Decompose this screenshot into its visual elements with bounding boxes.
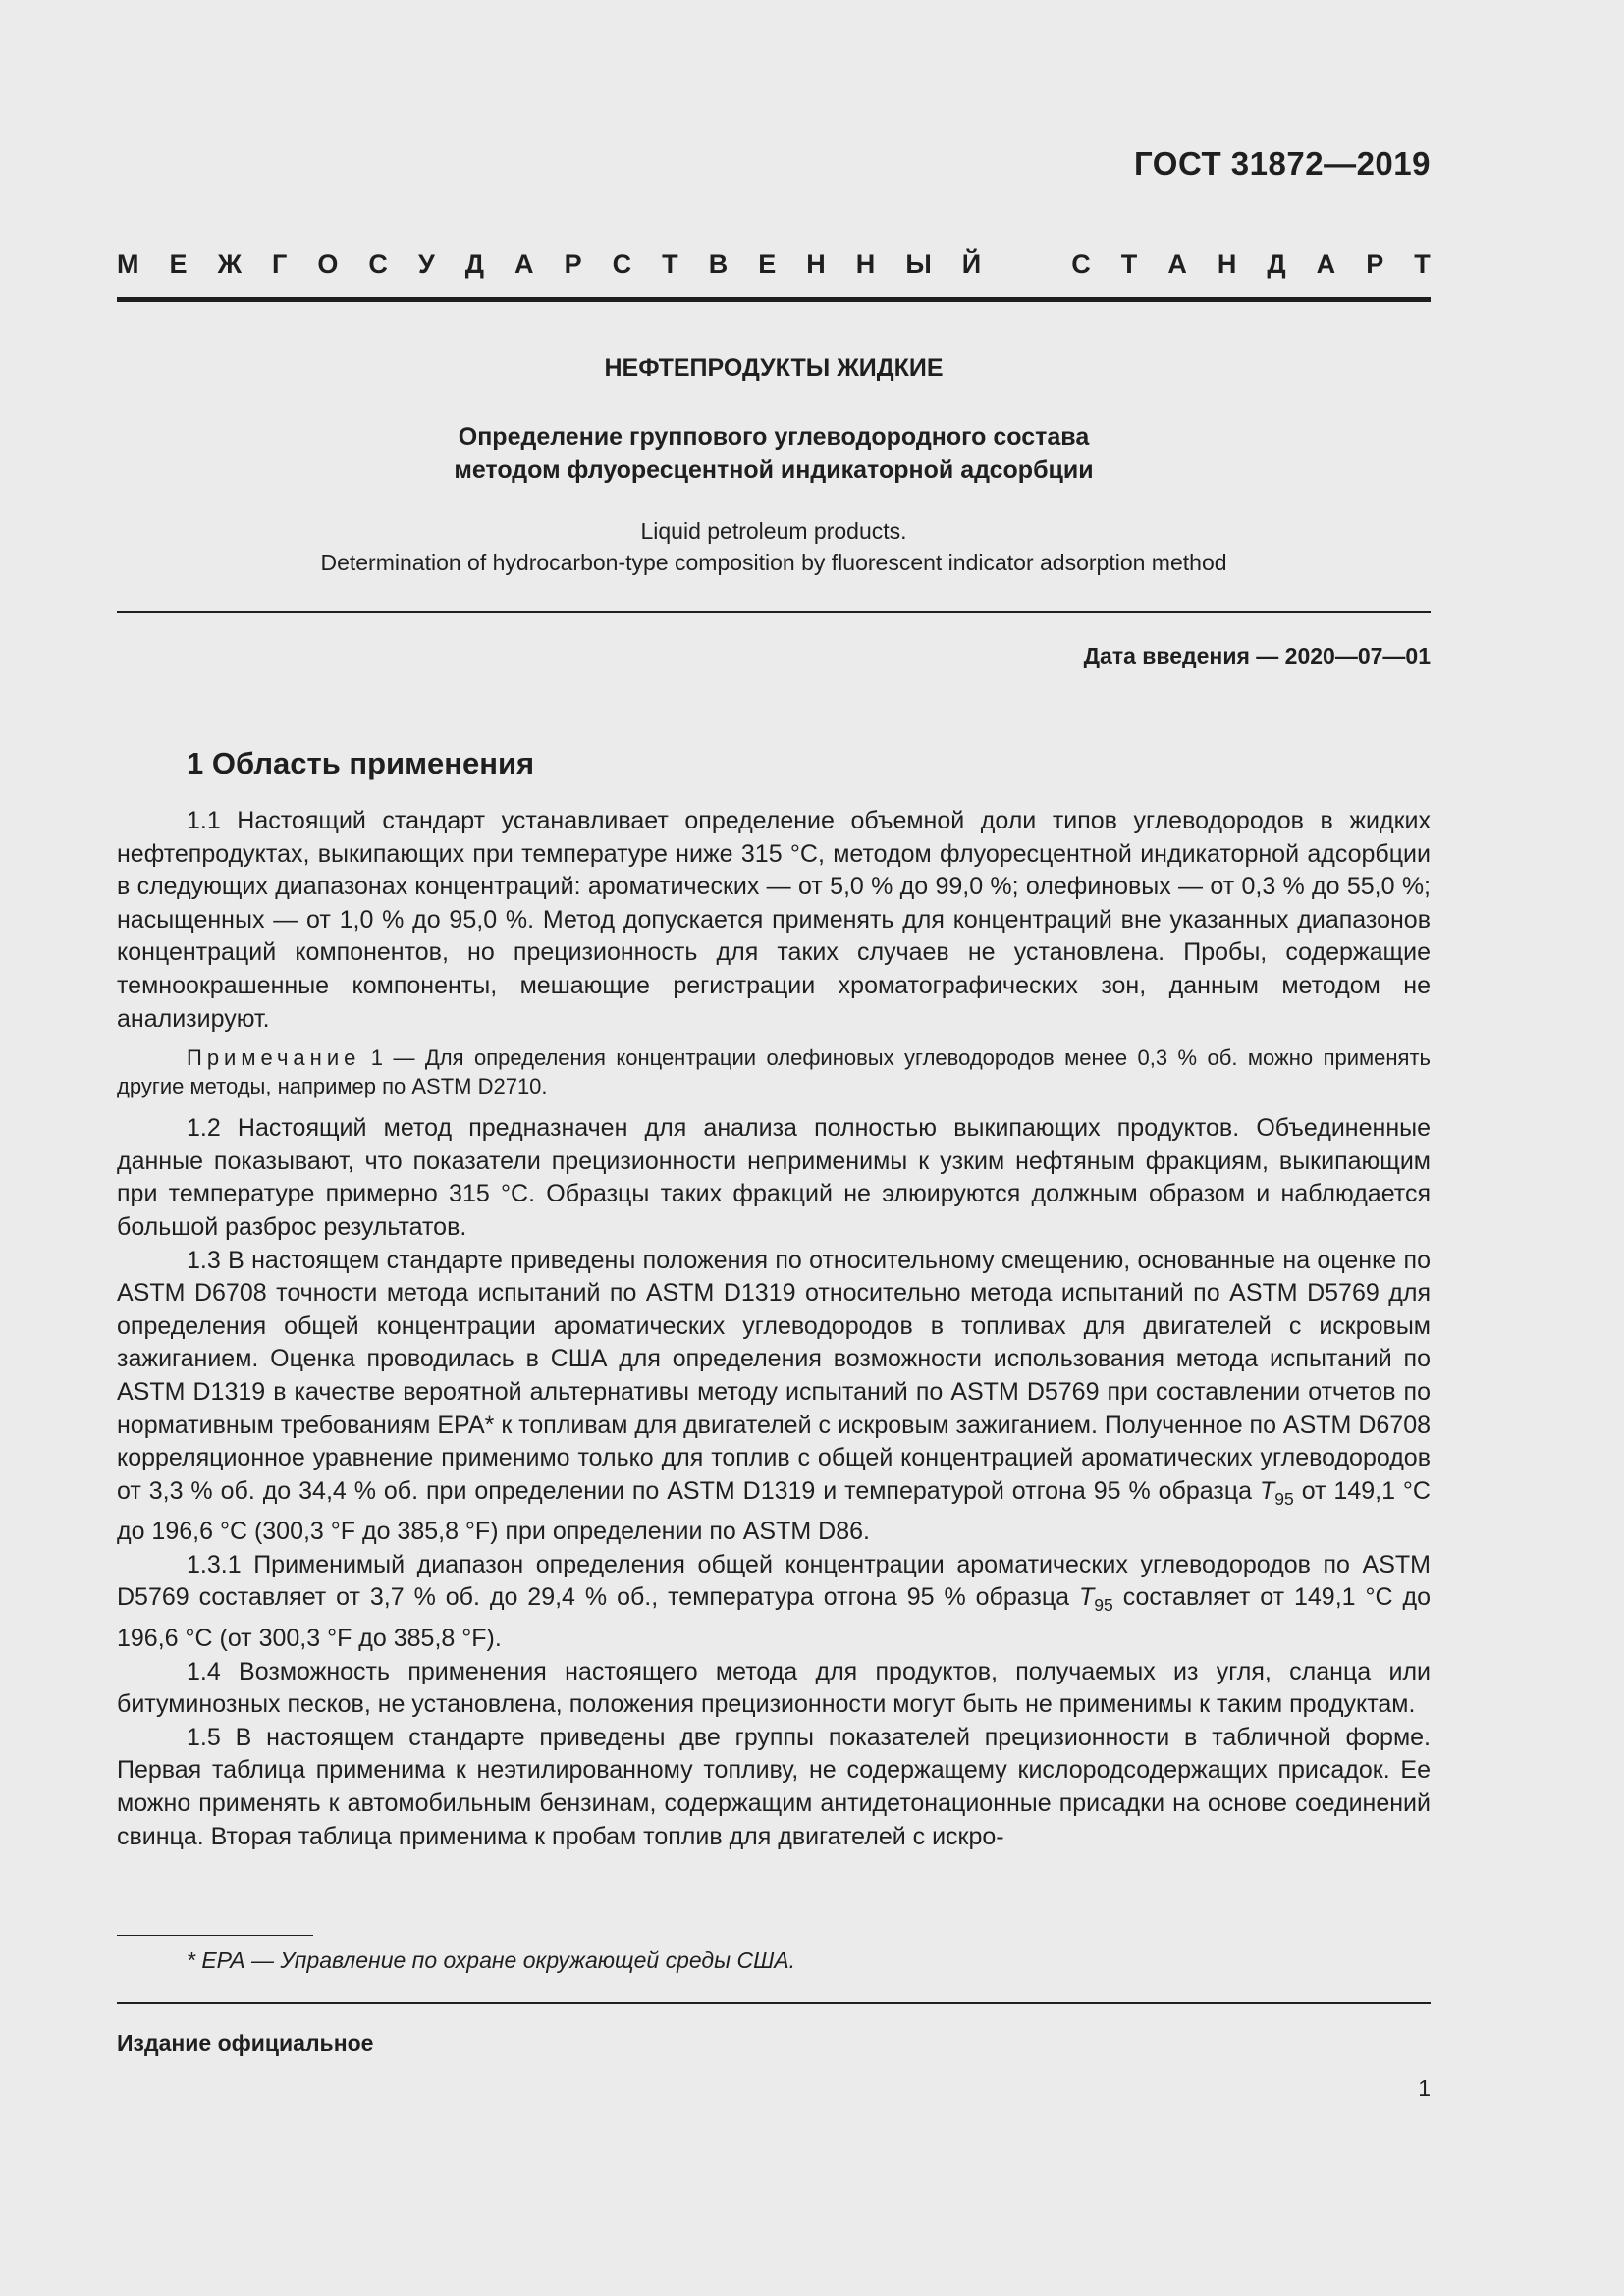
document-number: ГОСТ 31872—2019 [1134, 145, 1431, 182]
standard-type-letter: Р [1366, 249, 1384, 279]
standard-type-letter: С [368, 249, 388, 279]
page-number: 1 [1418, 2075, 1431, 2101]
standard-type-letter: Н [855, 249, 876, 279]
standard-type-letter: Й [961, 249, 982, 279]
standard-type-letter: А [1316, 249, 1336, 279]
subtitle-line: Определение группового углеводородного состава [458, 423, 1090, 451]
standard-type-letter: Е [758, 249, 777, 279]
subtitle-line: методом флуоресцентной индикаторной адсорбции [454, 456, 1094, 484]
standard-type-letter: С [1071, 249, 1091, 279]
word-gap [1011, 249, 1041, 280]
standard-type-letter: В [708, 249, 729, 279]
paragraph-text: от 149,1 °С до 196,6 °С (300,3 °F до 385,8 °F) при определении по ASTM D86. [117, 1476, 1431, 1546]
standard-type-letter: Г [272, 249, 288, 279]
standard-type-letter: А [1167, 249, 1187, 279]
paragraph-1-5: 1.5 В настоящем стандарте приведены две группы показателей прецизионности в табличной форме. Первая таблица применима к неэтилированному топливу, не содержащему кислородсодержащих присадок. Ее можно применять к автомобильным бензинам, содержащим антидетонационные присадки на основе соединений свинца. Вторая таблица применима к пробам топлив для двигателей с искро- [117, 1723, 1431, 1850]
footnote: * ЕРА — Управление по охране окружающей среды США. [187, 1948, 795, 1973]
standard-type-letter: Ж [217, 249, 242, 279]
section-heading: 1 Область применения [187, 746, 535, 780]
header-divider [117, 297, 1431, 302]
standard-type-letter: С [612, 249, 632, 279]
footer-divider [117, 2002, 1431, 2004]
edition-label: Издание официальное [117, 2030, 374, 2056]
symbol-t: T [1260, 1476, 1275, 1505]
note-1 [117, 1043, 1431, 1100]
english-title-line: Liquid petroleum products. [640, 518, 907, 544]
paragraph-1-3 [117, 1245, 1431, 1549]
standard-type-letter: Т [1120, 249, 1138, 279]
paragraph-1-4: 1.4 Возможность применения настоящего метода для продуктов, получаемых из угля, сланца или битуминозных песков, не установлена, положения прецизионности могут быть не применимы к таким продуктам. [117, 1657, 1431, 1719]
standard-type-letter: Д [464, 249, 485, 279]
standard-type-letter: Ы [905, 249, 932, 279]
standard-type-letter: Р [564, 249, 582, 279]
standard-type-letter: У [417, 249, 435, 279]
standard-type-letter: Н [1217, 249, 1237, 279]
standard-type-letter: О [317, 249, 339, 279]
document-title: НЕФТЕПРОДУКТЫ ЖИДКИЕ [604, 354, 944, 382]
paragraph-1-3-1 [117, 1549, 1431, 1656]
section-body [117, 805, 1431, 1853]
symbol-subscript: 95 [1274, 1488, 1294, 1509]
english-title-line: Determination of hydrocarbon-type composition by fluorescent indicator adsorption method [320, 550, 1227, 575]
english-title [117, 515, 1431, 578]
standard-type-letter: Д [1267, 249, 1286, 279]
standard-type-letter: Н [806, 249, 826, 279]
note-text: 1 — Для определения концентрации олефиновых углеводородов менее 0,3 % об. можно применять другие методы, например по ASTM D2710. [117, 1045, 1431, 1099]
paragraph-text: составляет от 149,1 °С до 196,6 °С (от 300,3 °F до 385,8 °F). [117, 1583, 1431, 1653]
paragraph-text: 1.3.1 Применимый диапазон определения общей концентрации ароматических углеводородов по ASTM D5769 составляет от 3,7 % об. до 29,4 % об., температура отгона 95 % образца [117, 1550, 1431, 1612]
paragraph-text: 1.3 В настоящем стандарте приведены положения по относительному смещению, основанные на оценке по ASTM D6708 точности метода испытаний по ASTM D1319 относительно метода испытаний по ASTM D5769 для определения общей концентрации ароматических углеводородов в топливах для двигателей с искровым зажиганием. Оценка проводилась в США для определения возможности использования метода испытаний по ASTM D1319 в качестве вероятной альтернативы методу испытаний по ASTM D5769 при составлении отчетов по нормативным требованиям ЕРА* к топливам для двигателей с искровым зажиганием. Полученное по ASTM D6708 корреляционное уравнение применимо только для топлив с общей концентрацией ароматических углеводородов от 3,3 % об. до 34,4 % об. при определении по ASTM D1319 и температурой отгона 95 % образца [117, 1246, 1431, 1505]
standard-type-letter: Е [169, 249, 188, 279]
symbol-subscript: 95 [1094, 1595, 1113, 1616]
title-divider [117, 611, 1431, 613]
standard-type-letter: Т [1414, 249, 1431, 279]
introduction-date: Дата введения — 2020—07—01 [1083, 643, 1431, 668]
standard-type-letter: А [514, 249, 534, 279]
footnote-divider [117, 1935, 313, 1936]
document-subtitle [117, 420, 1431, 487]
standard-type-letter: М [117, 249, 139, 279]
paragraph-1-2: 1.2 Настоящий метод предназначен для анализа полностью выкипающих продуктов. Объединенные данные показывают, что показатели прецизионности неприменимы к узким нефтяным фракциям, выкипающим при температуре примерно 315 °С. Образцы таких фракций не элюируются должным образом и наблюдается большой разброс результатов. [117, 1114, 1431, 1241]
standard-type-heading [117, 249, 1431, 280]
paragraph-1-1: 1.1 Настоящий стандарт устанавливает определение объемной доли типов углеводородов в жидких нефтепродуктах, выкипающих при температуре ниже 315 °С, методом флуоресцентной индикаторной адсорбции в следующих диапазонах концентраций: ароматических — от 5,0 % до 99,0 %; олефиновых — от 0,3 % до 55,0 %; насыщенных — от 1,0 % до 95,0 %. Метод допускается применять для концентраций вне указанных диапазонов концентраций компонентов, но прецизионность для таких случаев не установлена. Пробы, содержащие темноокрашенные компоненты, мешающие регистрации хроматографических зон, данным методом не анализируют. [117, 807, 1431, 1033]
symbol-t: T [1079, 1583, 1095, 1612]
standard-type-letter: Т [662, 249, 678, 279]
note-label: Примечание [187, 1045, 361, 1071]
